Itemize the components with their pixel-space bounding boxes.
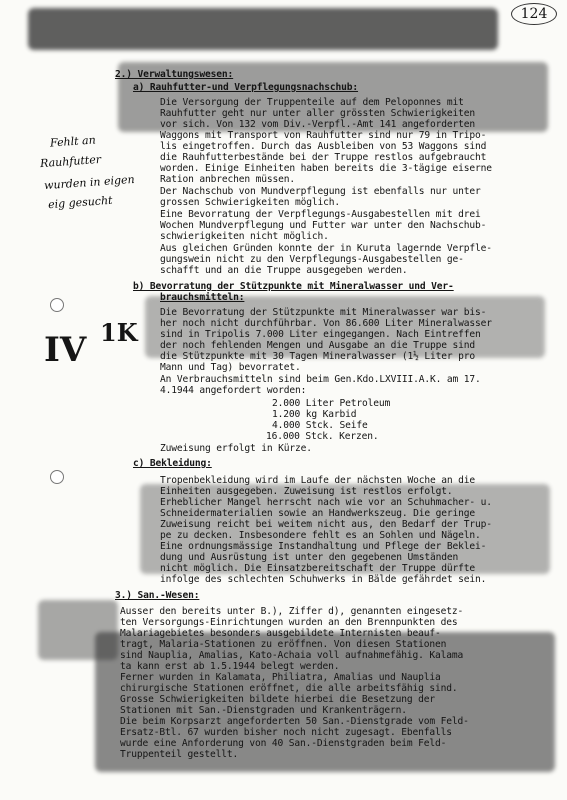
text-line: gungswein nicht zu den Verpflegungs-Ausgabestellen ge- (160, 254, 464, 265)
text-line: Der Nachschub von Mundverpflegung ist ebenfalls nur unter (160, 186, 481, 197)
text-line: Eine Bevorratung der Verpflegungs-Ausgabestellen mit drei (160, 209, 481, 220)
mark-1k: 1K (100, 318, 138, 347)
text-line: schafft und an die Truppe ausgegeben werden. (160, 265, 408, 276)
text-line: Mann und Tag) bevorratet. (160, 362, 301, 373)
text-line: wurde eine Anforderung von 40 San.-Dienstgraden beim Feld- (120, 738, 447, 749)
text-line: Zuweisung reicht bei weitem nicht aus, den Bedarf der Trup- (160, 519, 492, 530)
text-line: Schneidermaterialien sowie an Handwerkszeug. Die geringe (160, 508, 476, 519)
subheading-b-cont: brauchsmitteln: (160, 292, 245, 303)
text-line: die Stützpunkte mit 30 Tagen Mineralwasser (1½ Liter pro (160, 351, 476, 362)
text-line: Stationen mit San.-Dienstgraden und Krankenträgern. (120, 705, 407, 716)
text-line: Grosse Schwierigkeiten bildete hierbei die Besetzung der (120, 694, 436, 705)
margin-note-line-4: eig gesucht (47, 193, 113, 212)
text-line: grossen Schwierigkeiten möglich. (160, 197, 341, 208)
supply-item: 16.000 Stck. Kerzen. (266, 431, 379, 442)
text-line: pe zu decken. Insbesondere fehlt es an Sohlen und Nägeln. (160, 530, 481, 541)
text-line: vor sich. Von 132 vom Div.-Verpfl.-Amt 141 angeforderten (160, 119, 476, 130)
text-line: ten Versorgungs-Einrichtungen wurden an den Brennpunkten des (120, 617, 458, 628)
text-line: infolge des schlechten Schuhwerks in Bälde gefährdet sein. (160, 574, 487, 585)
section-heading-3: 3.) San.-Wesen: (115, 590, 200, 601)
text-line: Die Versorgung der Truppenteile auf dem Peloponnes mit (160, 97, 464, 108)
text-line: nicht möglich. Die Einsatzbereitschaft der Truppe dürfte (160, 563, 476, 574)
margin-note-line-1: Fehlt an (49, 133, 97, 150)
scan-shadow-top (28, 8, 498, 50)
text-line: Ersatz-Btl. 67 wurden bisher noch nicht zugesagt. Ebenfalls (120, 727, 452, 738)
text-line: Aus gleichen Gründen konnte der in Kuruta lagernde Verpfle- (160, 243, 492, 254)
text-line: Ausser den bereits unter B.), Ziffer d), genannten eingesetz- (120, 606, 464, 617)
text-line: Ferner wurden in Kalamata, Philiatra, Amalias und Nauplia (120, 672, 441, 683)
text-line: Die beim Korpsarzt angeforderten 50 San.-Dienstgrade vom Feld- (120, 716, 469, 727)
supply-item: 4.000 Stck. Seife (272, 420, 368, 431)
text-line: Truppenteil gestellt. (120, 749, 239, 760)
supply-item: 1.200 kg Karbid (272, 409, 357, 420)
punch-hole-upper (50, 298, 64, 312)
punch-hole-lower (50, 470, 64, 484)
text-line: Ration anbrechen müssen. (160, 174, 296, 185)
margin-note-line-3: wurden in eigen (43, 172, 135, 193)
text-line: sind Nauplia, Amalias, Kato-Achaia voll aufnahmefähig. Kalama (120, 650, 464, 661)
text-line: ta kann erst ab 1.5.1944 belegt werden. (120, 661, 340, 672)
text-line: dung und Ausrüstung ist unter den gegebenen Umständen (160, 552, 459, 563)
text-line: lis eingetroffen. Durch das Ausbleiben von 53 Waggons sind (160, 141, 487, 152)
section-heading-2: 2.) Verwaltungswesen: (115, 69, 234, 80)
subheading-c: c) Bekleidung: (133, 458, 212, 469)
margin-note-line-2: Rauhfutter (39, 152, 102, 171)
roman-numeral-mark: IV (44, 330, 87, 370)
text-line: An Verbrauchsmitteln sind beim Gen.Kdo.LXVIII.A.K. am 17. (160, 374, 481, 385)
text-line: Zuweisung erfolgt in Kürze. (160, 443, 312, 454)
text-line: die Rauhfutterbestände bei der Truppe restlos aufgebraucht (160, 152, 487, 163)
text-line: worden. Einige Einheiten haben bereits die 3-tägige eiserne (160, 163, 492, 174)
text-line: Eine ordnungsmässige Instandhaltung und Pflege der Beklei- (160, 541, 487, 552)
text-line: schwierigkeiten nicht möglich. (160, 231, 329, 242)
text-line: sind in Tripolis 7.000 Liter eingegangen. Nach Eintreffen (160, 329, 481, 340)
subheading-b: b) Bevorratung der Stützpunkte mit Mineralwasser und Ver- (133, 281, 454, 292)
text-line: her noch nicht durchführbar. Von 86.600 Liter Mineralwasser (160, 318, 492, 329)
text-line: chirurgische Stationen eröffnet, die alle arbeitsfähig sind. (120, 683, 458, 694)
text-line: 4.1944 angefordert worden: (160, 385, 307, 396)
text-line: der noch fehlenden Mengen und Ausgabe an die Truppe sind (160, 340, 476, 351)
text-line: tragt, Malaria-Stationen zu eröffnen. Von diesen Stationen (120, 639, 447, 650)
supply-item: 2.000 Liter Petroleum (272, 398, 391, 409)
page-number: 124 (511, 3, 557, 25)
text-line: Rauhfutter geht nur unter aller grössten Schwierigkeiten (160, 108, 476, 119)
scan-shadow-left (38, 600, 118, 660)
text-line: Erheblicher Mangel herrscht nach wie vor an Schuhmacher- u. (160, 497, 492, 508)
text-line: Einheiten ausgegeben. Zuweisung ist restlos erfolgt. (160, 486, 453, 497)
text-line: Malariagebietes besonders ausgebildete Internisten beauf- (120, 628, 441, 639)
text-line: Wochen Mundverpflegung und Futter war unter den Nachschub- (160, 220, 487, 231)
text-line: Die Bevorratung der Stützpunkte mit Mineralwasser war bis- (160, 307, 487, 318)
text-line: Waggons mit Transport von Rauhfutter sind nur 79 in Tripo- (160, 130, 487, 141)
subheading-a: a) Rauhfutter-und Verpflegungsnachschub: (133, 82, 359, 93)
text-line: Tropenbekleidung wird im Laufe der nächsten Woche an die (160, 475, 476, 486)
